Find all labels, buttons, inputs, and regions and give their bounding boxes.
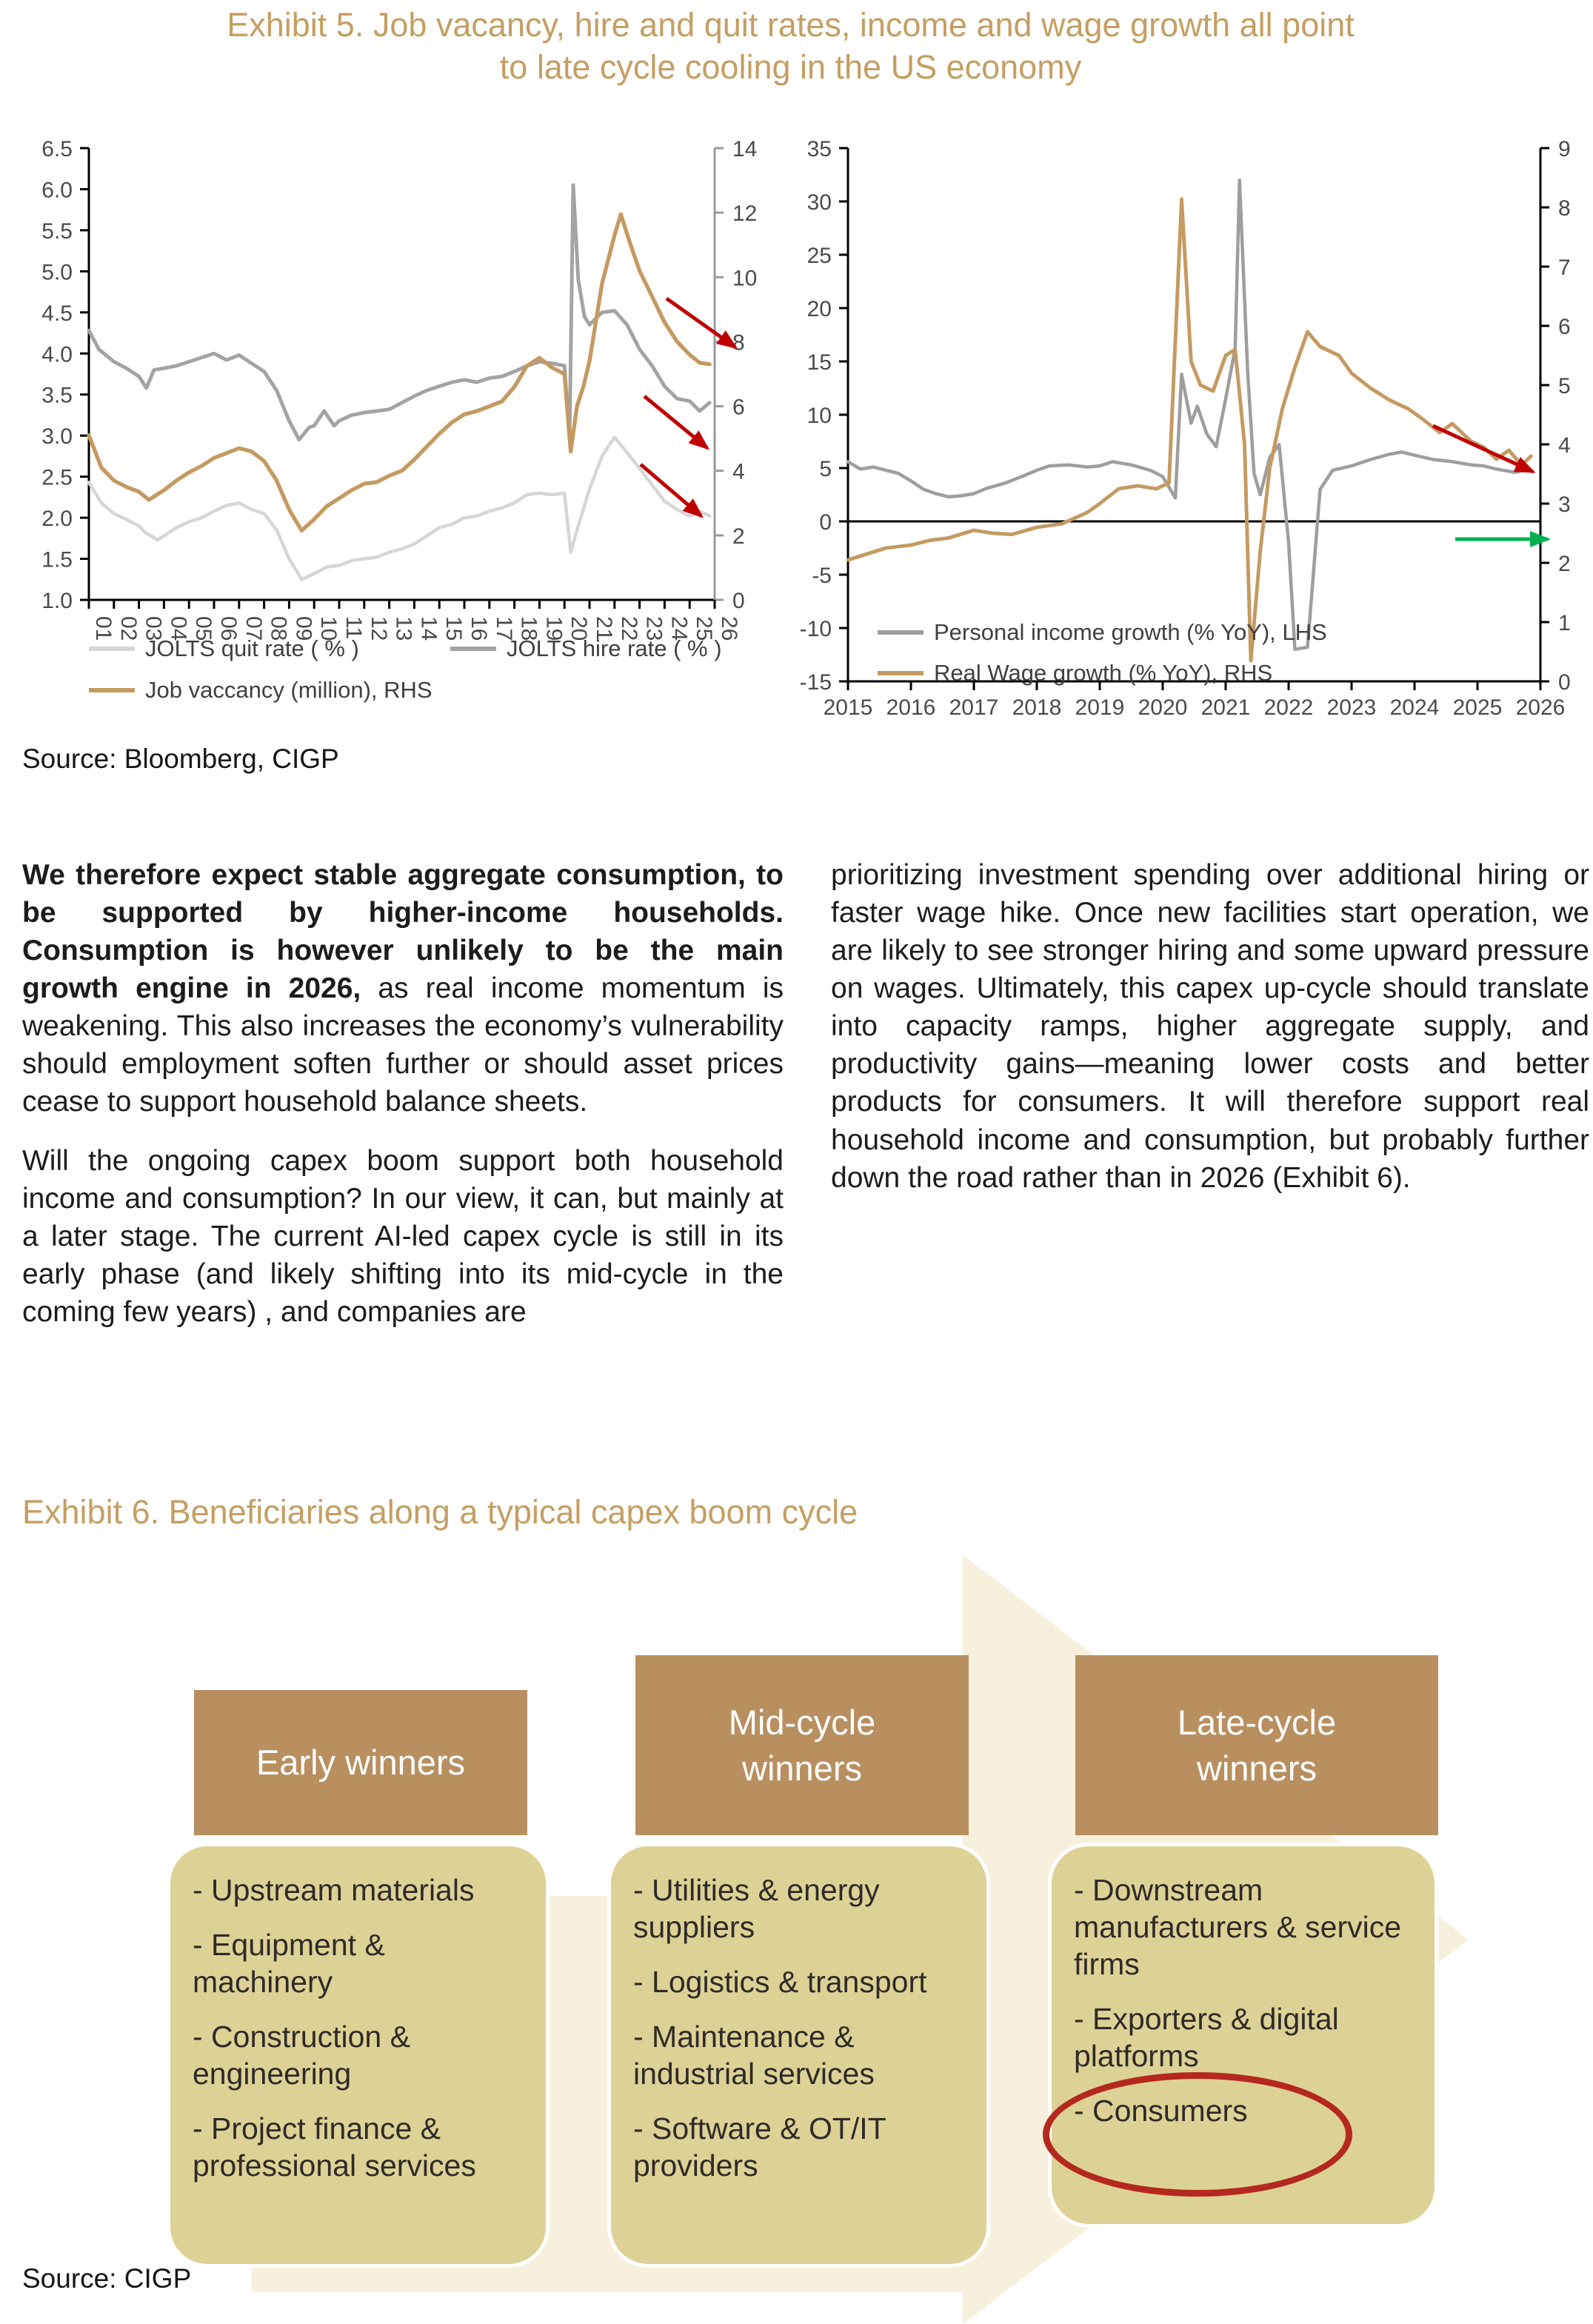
legend-label: Personal income growth (% YoY), LHS xyxy=(934,619,1327,645)
lhs-tick-label: 1.5 xyxy=(41,547,73,572)
list-item: - Downstream manufacturers & service firms xyxy=(1074,1873,1402,1982)
series-line-1 xyxy=(848,199,1531,661)
header-label: Early winners xyxy=(256,1743,466,1783)
x-tick-label: 10 xyxy=(316,616,341,641)
lhs-tick-label: 35 xyxy=(806,137,832,161)
annotation-arrow xyxy=(641,464,701,516)
lhs-tick-label: 6.0 xyxy=(41,178,73,203)
legend-label: Job vaccancy (million), RHS xyxy=(145,677,433,703)
x-tick-label: 2023 xyxy=(1326,695,1377,720)
rhs-tick-label: 8 xyxy=(732,330,745,355)
x-tick-label: 02 xyxy=(116,616,141,641)
paragraph xyxy=(22,856,784,1121)
rhs-tick-label: 4 xyxy=(1558,433,1571,458)
lhs-tick-label: 10 xyxy=(806,404,832,428)
lhs-tick-label: 5.5 xyxy=(41,218,73,244)
hire-rate-swatch xyxy=(450,647,496,651)
x-tick-label: 24 xyxy=(667,616,692,641)
rhs-tick-label: 9 xyxy=(1558,137,1571,161)
x-tick-label: 23 xyxy=(641,616,667,641)
x-tick-label: 2017 xyxy=(949,695,999,720)
series-line-0 xyxy=(89,437,709,579)
x-tick-label: 15 xyxy=(441,616,467,641)
x-tick-label: 06 xyxy=(216,616,241,641)
list-item: - Construction & engineering xyxy=(193,2020,410,2091)
x-tick-label: 2020 xyxy=(1138,695,1188,720)
rhs-tick-label: 4 xyxy=(732,459,745,484)
list-item: - Exporters & digital platforms xyxy=(1074,2002,1339,2074)
rhs-tick-label: 3 xyxy=(1558,492,1571,517)
x-tick-label: 2021 xyxy=(1200,695,1251,720)
list-early-winners xyxy=(167,1843,550,2268)
paragraph-bold-text: We therefore expect stable aggregate consumption, to be supported by higher-income households. Consumption is however unlikely to be the main growth engine in 2026, xyxy=(22,859,784,1005)
rhs-tick-label: 0 xyxy=(732,589,745,613)
list-item: - Equipment & machinery xyxy=(193,1928,385,2000)
rhs-tick-label: 10 xyxy=(732,266,758,291)
x-tick-label: 2019 xyxy=(1075,695,1125,720)
x-tick-label: 18 xyxy=(516,616,541,641)
body-column-left xyxy=(22,856,784,1352)
list-item: - Software & OT/IT providers xyxy=(633,2111,886,2183)
rhs-tick-label: 2 xyxy=(732,524,745,549)
lhs-tick-label: 30 xyxy=(806,190,832,215)
x-tick-label: 26 xyxy=(717,616,741,641)
x-tick-label: 14 xyxy=(416,616,441,641)
lhs-tick-label: 5 xyxy=(819,457,832,481)
x-tick-label: 21 xyxy=(592,616,616,641)
legend-label: JOLTS quit rate ( % ) xyxy=(145,635,359,661)
x-tick-label: 03 xyxy=(141,616,166,641)
x-tick-label: 2022 xyxy=(1263,695,1314,720)
lhs-tick-label: -5 xyxy=(812,564,832,588)
list-item: - Consumers xyxy=(1074,2094,1248,2128)
header-late-cycle-winners xyxy=(1075,1655,1438,1835)
header-label: Late-cycle winners xyxy=(1177,1703,1337,1788)
header-label: Mid-cycle winners xyxy=(728,1703,876,1788)
lhs-tick-label: 2.5 xyxy=(41,465,73,490)
x-tick-label: 09 xyxy=(291,616,316,641)
legend-real-wage xyxy=(878,660,1272,687)
rhs-tick-label: 7 xyxy=(1558,256,1571,280)
list-item: - Logistics & transport xyxy=(633,1965,927,2000)
rhs-tick-label: 8 xyxy=(1558,196,1571,221)
x-tick-label: 2024 xyxy=(1389,695,1440,720)
exhibit6-source: Source: CIGP xyxy=(22,2263,192,2294)
lhs-tick-label: 25 xyxy=(806,244,832,268)
lhs-tick-label: 4.0 xyxy=(41,342,73,367)
x-tick-label: 07 xyxy=(241,616,266,641)
legend-quit-rate xyxy=(89,635,359,662)
legend-label: Real Wage growth (% YoY), RHS xyxy=(934,660,1273,686)
list-item: - Upstream materials xyxy=(193,1873,475,1907)
list-item: - Utilities & energy suppliers xyxy=(633,1873,880,1945)
header-mid-cycle-winners xyxy=(635,1655,969,1835)
real-wage-swatch xyxy=(878,671,924,675)
x-tick-label: 2025 xyxy=(1452,695,1503,720)
rhs-tick-label: 6 xyxy=(732,395,745,420)
x-tick-label: 19 xyxy=(541,616,567,641)
x-tick-label: 13 xyxy=(391,616,416,641)
rhs-tick-label: 5 xyxy=(1558,374,1571,398)
series-line-0 xyxy=(848,180,1528,650)
x-tick-label: 25 xyxy=(692,616,717,641)
lhs-tick-label: -10 xyxy=(799,617,832,641)
lhs-tick-label: 1.0 xyxy=(41,589,73,613)
x-tick-label: 05 xyxy=(191,616,216,641)
rhs-tick-label: 6 xyxy=(1558,315,1571,339)
lhs-tick-label: 6.5 xyxy=(41,137,73,161)
lhs-tick-label: 0 xyxy=(819,510,832,535)
lhs-tick-label: 20 xyxy=(806,297,832,321)
x-tick-label: 17 xyxy=(491,616,516,641)
annotation-arrow xyxy=(644,396,707,448)
legend-hire-rate xyxy=(450,635,722,662)
personal-income-swatch xyxy=(878,630,924,635)
x-tick-label: 08 xyxy=(266,616,291,641)
x-tick-label: 01 xyxy=(91,616,116,641)
quit-rate-swatch xyxy=(89,647,135,651)
header-early-winners xyxy=(194,1690,527,1835)
exhibit5-title-line2: to late cycle cooling in the US economy xyxy=(499,47,1082,86)
lhs-tick-label: 3.0 xyxy=(41,424,73,450)
rhs-tick-label: 2 xyxy=(1558,552,1571,576)
rhs-tick-label: 14 xyxy=(732,137,758,161)
lhs-tick-label: 5.0 xyxy=(41,260,73,285)
x-tick-label: 11 xyxy=(341,616,366,640)
list-mid-cycle-winners xyxy=(607,1843,990,2268)
paragraph-text: as real income momentum is weakening. This also increases the economy’s vulnerability should employment soften further or should asset prices cease to support household balance sheets. xyxy=(22,972,784,1118)
rhs-tick-label: 0 xyxy=(1558,670,1571,695)
rhs-tick-label: 12 xyxy=(732,201,758,227)
lhs-tick-label: 15 xyxy=(806,350,832,375)
job-vacancy-swatch xyxy=(89,688,135,692)
body-column-right xyxy=(831,856,1589,1218)
x-tick-label: 2015 xyxy=(823,695,873,720)
x-tick-label: 2026 xyxy=(1515,695,1566,720)
legend-job-vacancy xyxy=(89,677,433,704)
rhs-tick-label: 1 xyxy=(1558,611,1571,635)
x-tick-label: 2016 xyxy=(886,695,936,720)
series-line-2 xyxy=(89,214,709,530)
x-tick-label: 04 xyxy=(166,616,191,641)
exhibit5-title-line1: Exhibit 5. Job vacancy, hire and quit rates, income and wage growth all point xyxy=(227,6,1355,44)
exhibit5-source: Source: Bloomberg, CIGP xyxy=(22,744,339,774)
list-item: - Maintenance & industrial services xyxy=(633,2020,875,2091)
lhs-tick-label: 2.0 xyxy=(41,507,73,532)
legend-personal-income xyxy=(878,619,1327,646)
x-tick-label: 16 xyxy=(467,616,491,641)
x-tick-label: 12 xyxy=(366,616,391,641)
paragraph: prioritizing investment spending over additional hiring or faster wage hike. Once new facilities start operation, we are likely to see stronger hiring and some upward pressure on wages. Ultimately, this capex up-cycle should translate into capacity ramps, higher aggregate supply, and productivity gains—meaning lower costs and better products for consumers. It will therefore support real household income and consumption, but probably further down the road rather than in 2026 (Exhibit 6). xyxy=(831,859,1589,1194)
income-wage-chart xyxy=(785,137,1593,737)
lhs-tick-label: 3.5 xyxy=(41,383,73,408)
x-tick-label: 20 xyxy=(567,616,592,641)
lhs-tick-label: 4.5 xyxy=(41,301,73,326)
list-item: - Project finance & professional services xyxy=(193,2111,476,2183)
exhibit5-title xyxy=(22,4,1559,88)
lhs-tick-label: -15 xyxy=(799,670,832,695)
exhibit6-title: Exhibit 6. Beneficiaries along a typical capex boom cycle xyxy=(22,1493,858,1531)
x-tick-label: 2018 xyxy=(1012,695,1062,720)
legend-label: JOLTS hire rate ( % ) xyxy=(507,635,722,661)
x-tick-label: 22 xyxy=(616,616,641,641)
paragraph: Will the ongoing capex boom support both household income and consumption? In our view, it can, but mainly at a later stage. The current AI-led capex cycle is still in its early phase (and likely shifting into its mid-cycle in the coming few years) , and companies are xyxy=(22,1144,784,1328)
consumers-highlight-circle xyxy=(1043,2072,1352,2197)
